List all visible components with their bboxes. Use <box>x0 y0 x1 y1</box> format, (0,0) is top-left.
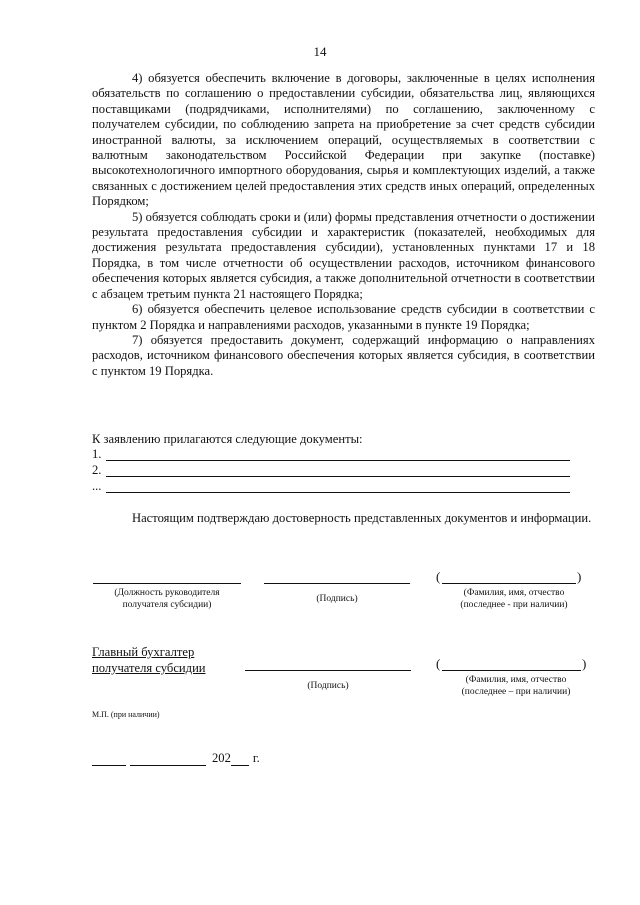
accountant-name-caption: (Фамилия, имя, отчество (последнее – при наличии) <box>461 675 571 697</box>
confirmation-text: Настоящим подтверждаю достоверность представленных документов и информации. <box>132 511 592 525</box>
position-caption: (Должность руководителя получателя субсидии) <box>114 588 220 610</box>
chief-accountant-line1: Главный бухгалтер <box>92 645 195 659</box>
close-paren: ) <box>577 569 582 584</box>
day-blank <box>92 754 126 766</box>
attachment-number: 1. <box>92 447 102 461</box>
paragraph-4: 4) обязуется обеспечить включение в договоры, заключенные в целях исполнения обязательств по соглашению о предоставлении субсидии, обязательства лиц, являющихся поставщиками (подрядчиками, исполнителями) по соглашению, заключенному с получателем субсидии, по соблюдению запрета на приобретение за счет средств субсидии иностранной валюты, за исключением операций, осуществляемых в соответствии с валютным законодательством Российской Федерации при закупке (поставке) высокотехнологичного импортного оборудования, сырья и комплектующих изделий, а также связанных с достижением целей предоставления этих средств иных операций, определенных Порядком; <box>92 71 595 209</box>
chief-accountant-line2: получателя субсидии <box>92 661 206 675</box>
open-paren: ( <box>436 569 441 584</box>
attachment-line-3 <box>92 479 570 493</box>
signature-blank-line <box>264 583 410 584</box>
paragraph-6: 6) обязуется обеспечить целевое использование средств субсидии в соответствии с пунктом 2 Порядка и направлениями расходов, указанными в пункте 19 Порядка; <box>92 302 595 332</box>
attachment-blank-line <box>106 449 570 461</box>
page-number: 14 <box>313 44 327 59</box>
attachment-blank-line <box>106 465 570 477</box>
name-blank-line <box>442 583 576 584</box>
position-blank-line <box>93 583 241 584</box>
accountant-name-line <box>442 670 581 671</box>
attachment-number: ... <box>92 479 102 493</box>
open-paren-2: ( <box>436 656 441 671</box>
year-suffix: г. <box>252 751 260 765</box>
month-blank <box>130 754 206 766</box>
chief-accountant-title <box>92 644 206 676</box>
attachment-line-2 <box>92 463 570 477</box>
attachment-number: 2. <box>92 463 102 477</box>
date-line <box>92 751 260 766</box>
obligations-text <box>92 71 595 379</box>
year-blank <box>231 754 249 766</box>
attachment-blank-line <box>106 481 570 493</box>
year-prefix: 202 <box>212 751 231 765</box>
attachments-intro: К заявлению прилагаются следующие документы: <box>92 432 363 446</box>
stamp-note: М.П. (при наличии) <box>92 710 160 719</box>
name-caption: (Фамилия, имя, отчество (последнее - при наличии) <box>460 588 568 610</box>
paragraph-5: 5) обязуется соблюдать сроки и (или) формы представления отчетности о достижении результата предоставления субсидии и характеристик (показателей, необходимых для достижения результата предоставления субсидии), установленных пунктами 17 и 18 Порядка, в том числе отчетности об осуществлении расходов, источником финансового обеспечения которых является субсидия, а также дополнительной отчетности в соответствии с абзацем третьим пункта 21 настоящего Порядка; <box>92 209 595 301</box>
accountant-signature-caption: (Подпись) <box>307 681 349 691</box>
accountant-signature-line <box>245 670 411 671</box>
paragraph-7: 7) обязуется предоставить документ, содержащий информацию о направлениях расходов, источником финансового обеспечения которых является субсидия, в соответствии с пунктом 19 Порядка. <box>92 332 595 378</box>
close-paren-2: ) <box>582 656 587 671</box>
signature-caption: (Подпись) <box>316 594 358 604</box>
attachment-line-1 <box>92 447 570 461</box>
